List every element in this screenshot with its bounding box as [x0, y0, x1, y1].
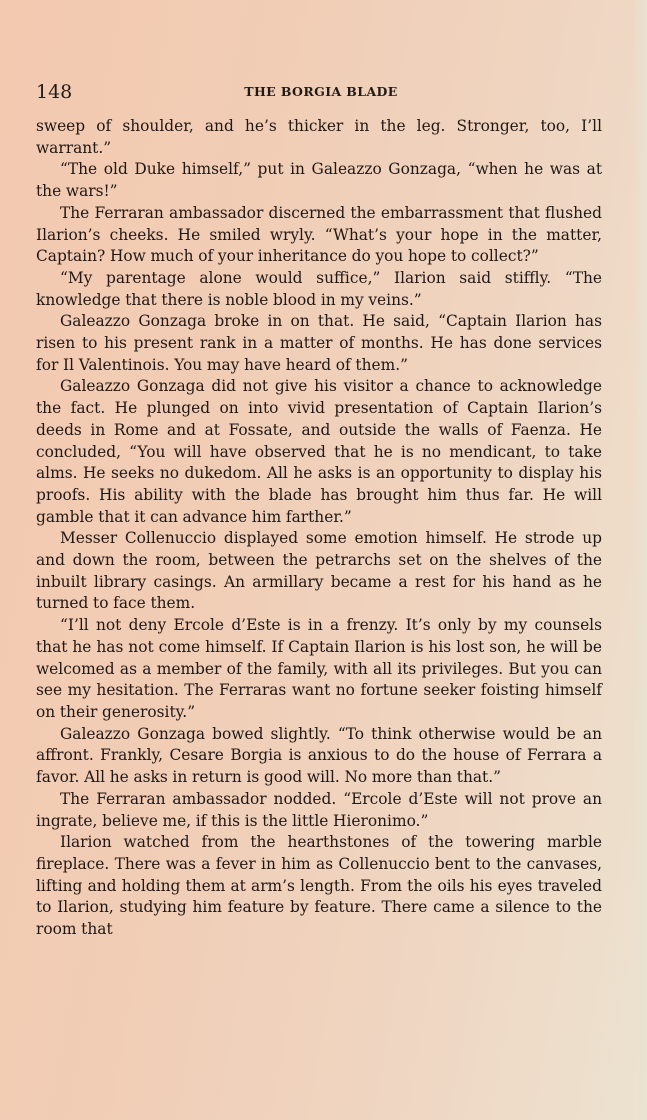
paragraph: Galeazzo Gonzaga bowed slightly. “To think otherwise would be an affront. Frankly, Cesare Borgia is anxious to do the house of Ferrara a favor. All he asks in return is good will. No more than that.”	[36, 724, 602, 787]
paragraph: Galeazzo Gonzaga broke in on that. He said, “Captain Ilarion has risen to his present rank in a matter of months. He has done services for Il Valentinois. You may have heard of them.”	[36, 312, 602, 374]
paragraph: “The old Duke himself,” put in Galeazzo Gonzaga, “when he was at the wars!”	[36, 160, 602, 201]
page-edge	[633, 0, 647, 1120]
body-text	[36, 116, 602, 941]
page-header	[36, 80, 606, 106]
paragraph: Messer Collenuccio displayed some emotion himself. He strode up and down the room, between the petrarchs set on the shelves of the inbuilt library casings. An armillary became a rest for his hand as he turned to face them.	[36, 529, 602, 613]
paragraph: The Ferraran ambassador discerned the embarrassment that flushed Ilarion’s cheeks. He smiled wryly. “What’s your hope in the matter, Captain? How much of your inheritance do you hope to collect?”	[36, 203, 602, 266]
paragraph: “My parentage alone would suffice,” Ilarion said stiffly. “The knowledge that there is noble blood in my veins.”	[36, 268, 602, 309]
paragraph: Ilarion watched from the hearthstones of the towering marble fireplace. There was a fever in him as Collenuccio bent to the canvases, lifting and holding them at arm’s length. From the oils his eyes traveled to Ilarion, studying him feature by feature. There came a silence to the room that	[36, 833, 602, 939]
paragraph: “I’ll not deny Ercole d’Este is in a frenzy. It’s only by my counsels that he has not come himself. If Captain Ilarion is his lost son, he will be welcomed as a member of the family, with all its privileges. But you can see my hesitation. The Ferraras want no fortune seeker foisting himself on their generosity.”	[36, 616, 602, 721]
paragraph: Galeazzo Gonzaga did not give his visitor a chance to acknowledge the fact. He plunged on into vivid presentation of Captain Ilarion’s deeds in Rome and at Fossate, and outside the walls of Faenza. He concluded, “You will have observed that he is no mendicant, to take alms. He seeks no dukedom. All he asks is an opportunity to display his proofs. His ability with the blade has brought him thus far. He will gamble that it can advance him farther.”	[36, 377, 602, 526]
paragraph: sweep of shoulder, and he’s thicker in the leg. Stronger, too, I’ll warrant.”	[36, 117, 602, 157]
page-number: 148	[36, 81, 73, 103]
running-title: THE BORGIA BLADE	[244, 84, 398, 99]
paragraph: The Ferraran ambassador nodded. “Ercole d’Este will not prove an ingrate, believe me, if this is the little Hieronimo.”	[36, 789, 602, 830]
